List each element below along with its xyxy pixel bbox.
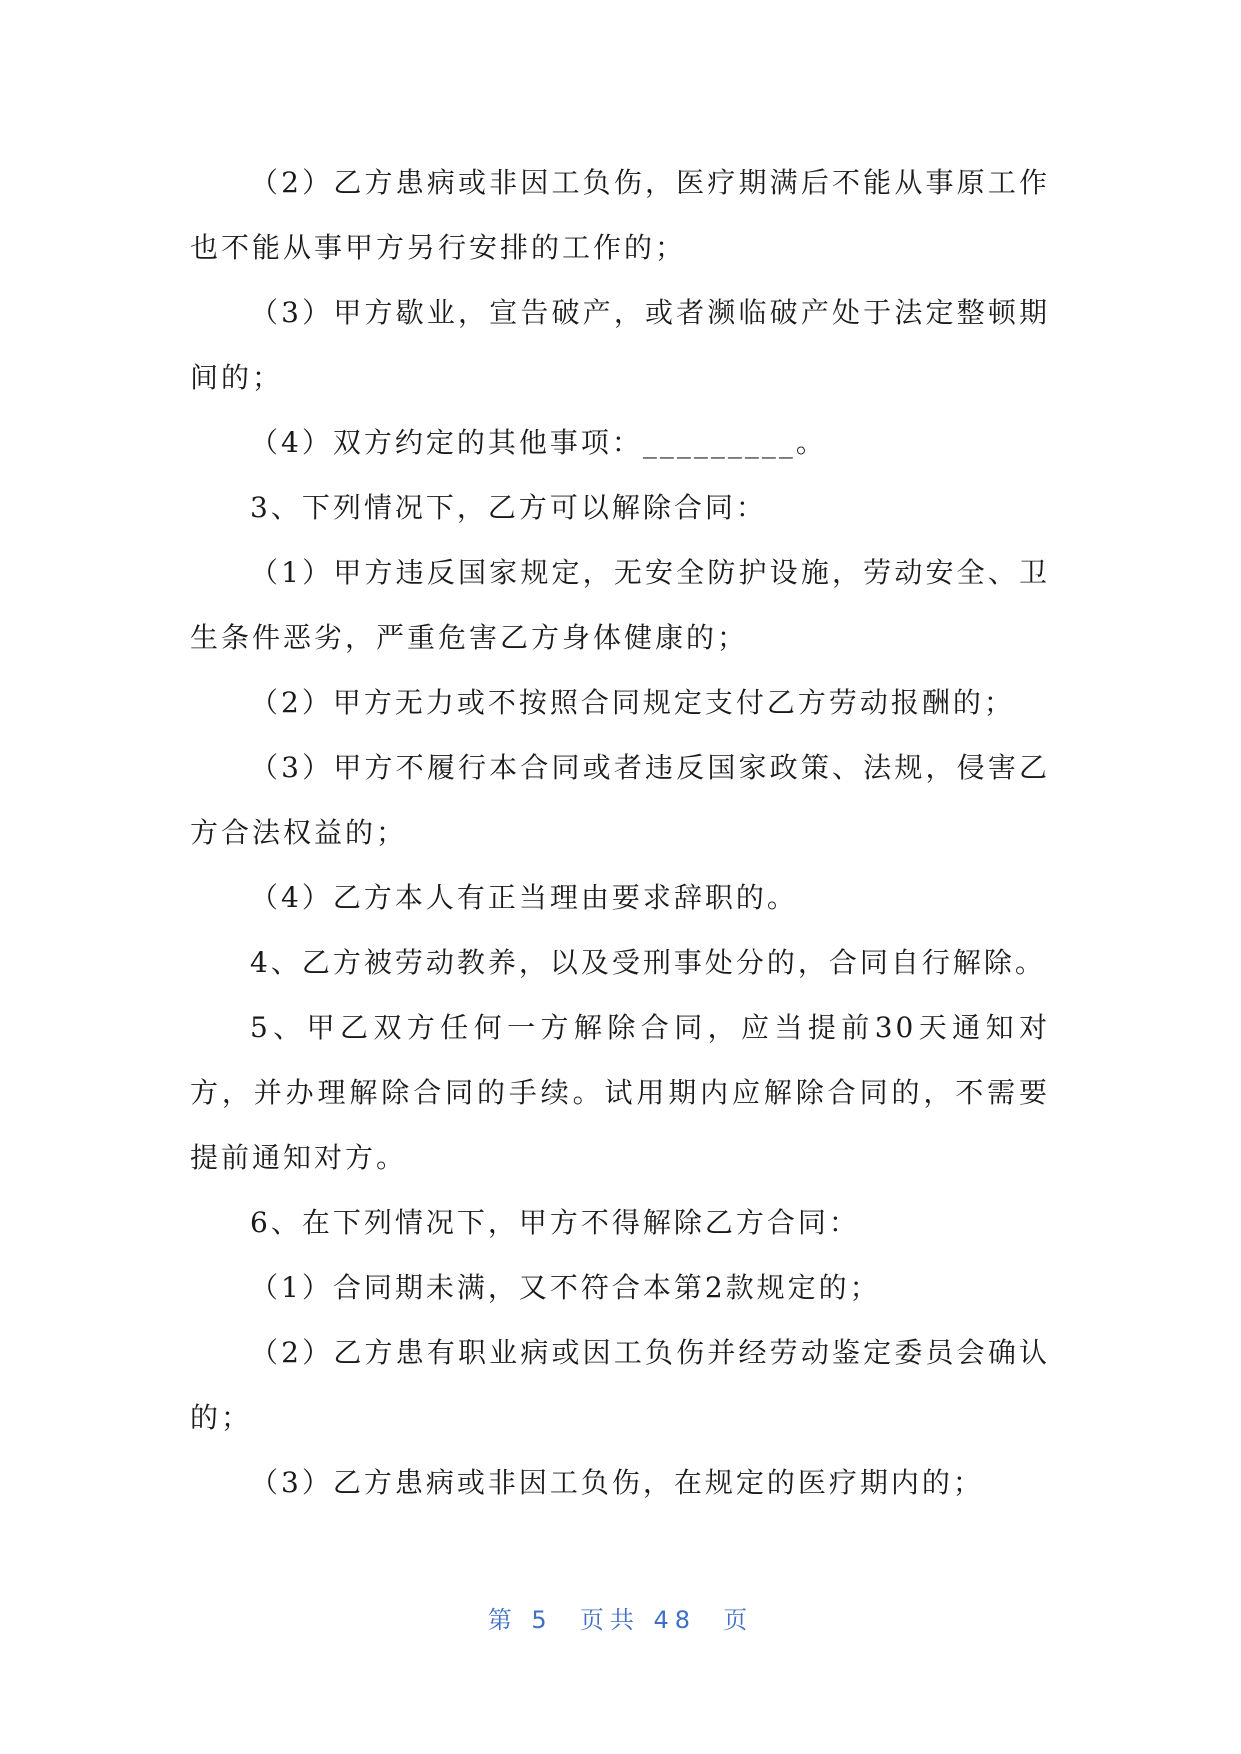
paragraph-section-6-heading: 6、在下列情况下，甲方不得解除乙方合同： xyxy=(250,1206,860,1239)
paragraph-section-3-item-2: （2）甲方无力或不按照合同规定支付乙方劳动报酬的； xyxy=(250,686,1015,719)
paragraph-section-6-item-2: （2）乙方患有职业病或因工负伤并经劳动鉴定委员会确认的； xyxy=(190,1336,1050,1434)
paragraph-section-3-item-1: （1）甲方违反国家规定，无安全防护设施，劳动安全、卫生条件恶劣，严重危害乙方身体健康的； xyxy=(190,556,1050,654)
paragraph-section-3-item-4: （4）乙方本人有正当理由要求辞职的。 xyxy=(250,881,798,914)
document-body xyxy=(190,150,1050,1515)
paragraph-section-6-item-3: （3）乙方患病或非因工负伤，在规定的医疗期内的； xyxy=(250,1466,984,1499)
paragraph-section-5: 5、甲乙双方任何一方解除合同，应当提前30天通知对方，并办理解除合同的手续。试用期内应解除合同的，不需要提前通知对方。 xyxy=(190,1011,1050,1174)
paragraph-item-4-other-matters: （4）双方约定的其他事项：_________。 xyxy=(250,426,827,459)
paragraph-section-3-item-3: （3）甲方不履行本合同或者违反国家政策、法规，侵害乙方合法权益的； xyxy=(190,751,1050,849)
paragraph-section-3-heading: 3、下列情况下，乙方可以解除合同： xyxy=(250,491,767,524)
paragraph-section-4: 4、乙方被劳动教养，以及受刑事处分的，合同自行解除。 xyxy=(250,946,1046,979)
paragraph-item-3-bankruptcy: （3）甲方歇业，宣告破产，或者濒临破产处于法定整顿期间的； xyxy=(190,296,1050,394)
paragraph-item-2-illness: （2）乙方患病或非因工负伤，医疗期满后不能从事原工作也不能从事甲方另行安排的工作的； xyxy=(190,166,1050,264)
paragraph-section-6-item-1: （1）合同期未满，又不符合本第2款规定的； xyxy=(250,1271,881,1304)
page-number-footer: 第 5 页共 48 页 xyxy=(487,1606,754,1634)
